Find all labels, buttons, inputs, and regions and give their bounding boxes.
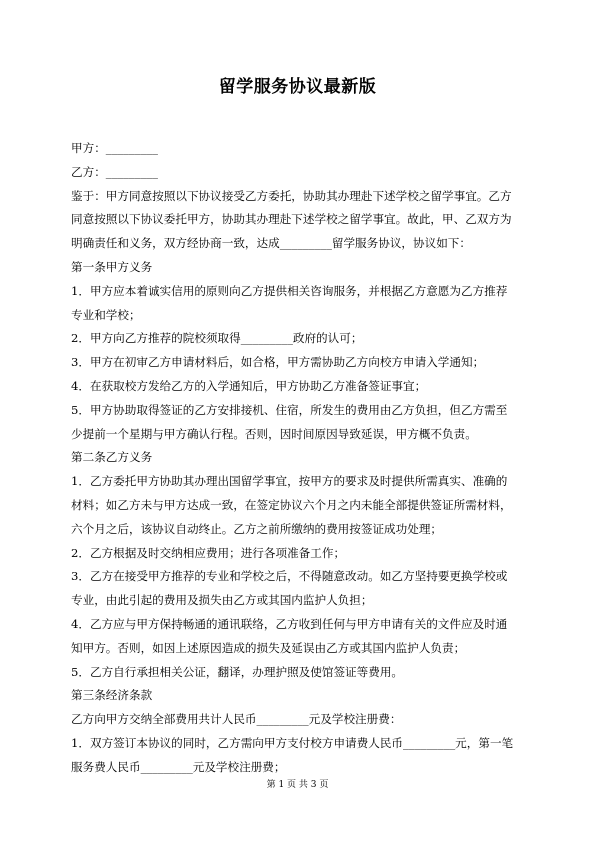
page-number: 第 1 页 共 3 页 — [266, 780, 329, 790]
clause-line: 服务费人民币_________元及学校注册费； — [71, 759, 286, 774]
clause-line: 知甲方。否则，如因上述原因造成的损失及延误由乙方或其国内监护人负责； — [71, 640, 466, 655]
clause-line: 六个月之后，该协议自动终止。乙方之前所缴纳的费用按签证成功处理； — [71, 521, 443, 536]
party-a-line: 甲方：_________ — [71, 141, 158, 155]
clause-line: 3．乙方在接受甲方推荐的专业和学校之后，不得随意改动。如乙方坚持要更换学校或 — [71, 569, 508, 584]
clause-line: 2．甲方向乙方推荐的院校须取得_________政府的认可； — [71, 331, 363, 346]
section-heading: 第三条经济条款 — [71, 688, 153, 703]
section-heading: 第一条甲方义务 — [71, 259, 153, 274]
clause-line: 4．在获取校方发给乙方的入学通知后，甲方协助乙方准备签证事宜； — [71, 378, 427, 393]
clause-line: 专业和学校； — [71, 307, 141, 322]
preamble-line: 鉴于：甲方同意按照以下协议接受乙方委托，协助其办理赴下述学校之留学事宜。乙方 — [71, 188, 512, 203]
clause-line: 1．乙方委托甲方协助其办理出国留学事宜，按甲方的要求及时提供所需真实、准确的 — [71, 474, 508, 489]
party-b-line: 乙方：_________ — [71, 164, 158, 179]
preamble-line: 明确责任和义务，双方经协商一致，达成_________留学服务协议，协议如下： — [71, 236, 471, 251]
clause-line: 4．乙方应与甲方保持畅通的通讯联络，乙方收到任何与甲方申请有关的文件应及时通 — [71, 616, 508, 631]
clause-line: 2．乙方根据及时交纳相应费用；进行各项准备工作； — [71, 545, 346, 560]
clause-line: 材料；如乙方未与甲方达成一致，在签定协议六个月之内未能全部提供签证所需材料， — [71, 497, 512, 512]
clause-line: 5．甲方协助取得签证的乙方安排接机、住宿，所发生的费用由乙方负担，但乙方需至 — [71, 402, 508, 417]
clause-line: 3．甲方在初审乙方申请材料后，如合格，甲方需协助乙方向校方申请入学通知； — [71, 355, 485, 370]
clause-line: 少提前一个星期与甲方确认行程。否则，因时间原因导致延误，甲方概不负责。 — [71, 426, 477, 441]
document-body — [71, 137, 527, 780]
clause-line: 1．双方签订本协议的同时，乙方需向甲方支付校方申请费人民币_________元，第一笔 — [71, 735, 514, 750]
section-heading: 第二条乙方义务 — [71, 450, 153, 465]
preamble-line: 同意按照以下协议委托甲方，协助其办理赴下述学校之留学事宜。故此，甲、乙双方为 — [71, 212, 512, 227]
clause-line: 1．甲方应本着诚实信用的原则向乙方提供相关咨询服务，并根据乙方意愿为乙方推荐 — [71, 283, 508, 298]
clause-line: 专业，由此引起的费用及损失由乙方或其国内监护人负担； — [71, 593, 373, 608]
clause-line: 乙方向甲方交纳全部费用共计人民币_________元及学校注册费： — [71, 712, 402, 727]
document-title: 留学服务协议最新版 — [218, 77, 377, 97]
clause-line: 5．乙方自行承担相关公证，翻译，办理护照及使馆签证等费用。 — [71, 664, 404, 679]
